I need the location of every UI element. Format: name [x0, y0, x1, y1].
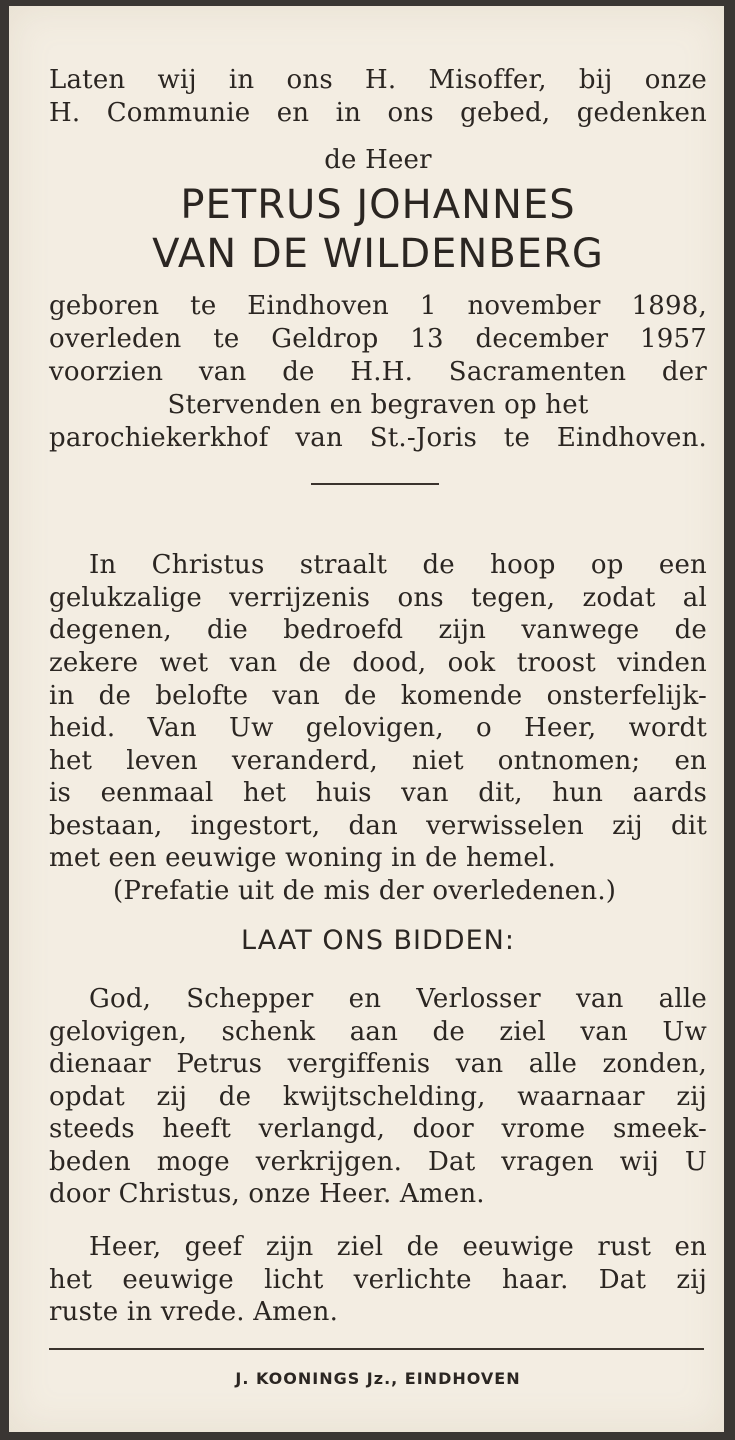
- memorial-card: [9, 6, 724, 1432]
- preface-line-6: heid. Van Uw gelovigen, o Heer, wordt: [49, 713, 707, 743]
- prayer-line-5: steeds heeft verlangd, door vrome smeek-: [49, 1114, 707, 1144]
- closing-line-1: Heer, geef zijn ziel de eeuwige rust en: [89, 1232, 707, 1262]
- prayer-line-6: beden moge verkrijgen. Dat vragen wij U: [49, 1147, 707, 1177]
- preface-line-2: gelukzalige verrijzenis ons tegen, zodat al: [49, 583, 707, 613]
- details-line-5: parochiekerkhof van St.-Joris te Eindhoven.: [49, 423, 707, 453]
- honorific: de Heer: [324, 145, 432, 175]
- preface-line-7: het leven veranderd, niet ontnomen; en: [49, 746, 707, 776]
- section-divider: [311, 483, 439, 485]
- preface-line-1: In Christus straalt de hoop op een: [89, 550, 707, 580]
- preface-source: (Prefatie uit de mis der overledenen.): [113, 876, 617, 906]
- prayer-heading: LAAT ONS BIDDEN:: [241, 925, 515, 956]
- intro-line-1: Laten wij in ons H. Misoffer, bij onze: [49, 65, 707, 95]
- details-line-1: geboren te Eindhoven 1 november 1898,: [49, 291, 707, 321]
- details-line-3: voorzien van de H.H. Sacramenten der: [49, 357, 707, 387]
- printer-credit: J. KOONINGS Jz., EINDHOVEN: [235, 1369, 521, 1388]
- deceased-name-line-2: VAN DE WILDENBERG: [152, 231, 604, 277]
- prayer-line-2: gelovigen, schenk aan de ziel van Uw: [49, 1017, 707, 1047]
- closing-line-3: ruste in vrede. Amen.: [49, 1297, 339, 1327]
- intro-line-2: H. Communie en in ons gebed, gedenken: [49, 98, 707, 128]
- footer-divider: [49, 1348, 704, 1350]
- preface-line-5: in de belofte van de komende onsterfelijk-: [49, 681, 707, 711]
- preface-line-8: is eenmaal het huis van dit, hun aards: [49, 778, 707, 808]
- prayer-line-3: dienaar Petrus vergiffenis van alle zonden,: [49, 1049, 707, 1079]
- preface-line-9: bestaan, ingestort, dan verwisselen zij dit: [49, 811, 707, 841]
- preface-line-4: zekere wet van de dood, ook troost vinden: [49, 648, 707, 678]
- prayer-line-4: opdat zij de kwijtschelding, waarnaar zij: [49, 1082, 707, 1112]
- prayer-line-1: God, Schepper en Verlosser van alle: [89, 984, 707, 1014]
- details-line-2: overleden te Geldrop 13 december 1957: [49, 324, 707, 354]
- preface-line-3: degenen, die bedroefd zijn vanwege de: [49, 615, 707, 645]
- preface-line-10: met een eeuwige woning in de hemel.: [49, 843, 556, 873]
- closing-line-2: het eeuwige licht verlichte haar. Dat zij: [49, 1265, 707, 1295]
- deceased-name-line-1: PETRUS JOHANNES: [180, 182, 576, 228]
- prayer-line-7: door Christus, onze Heer. Amen.: [49, 1179, 485, 1209]
- details-line-4: Stervenden en begraven op het: [167, 390, 589, 420]
